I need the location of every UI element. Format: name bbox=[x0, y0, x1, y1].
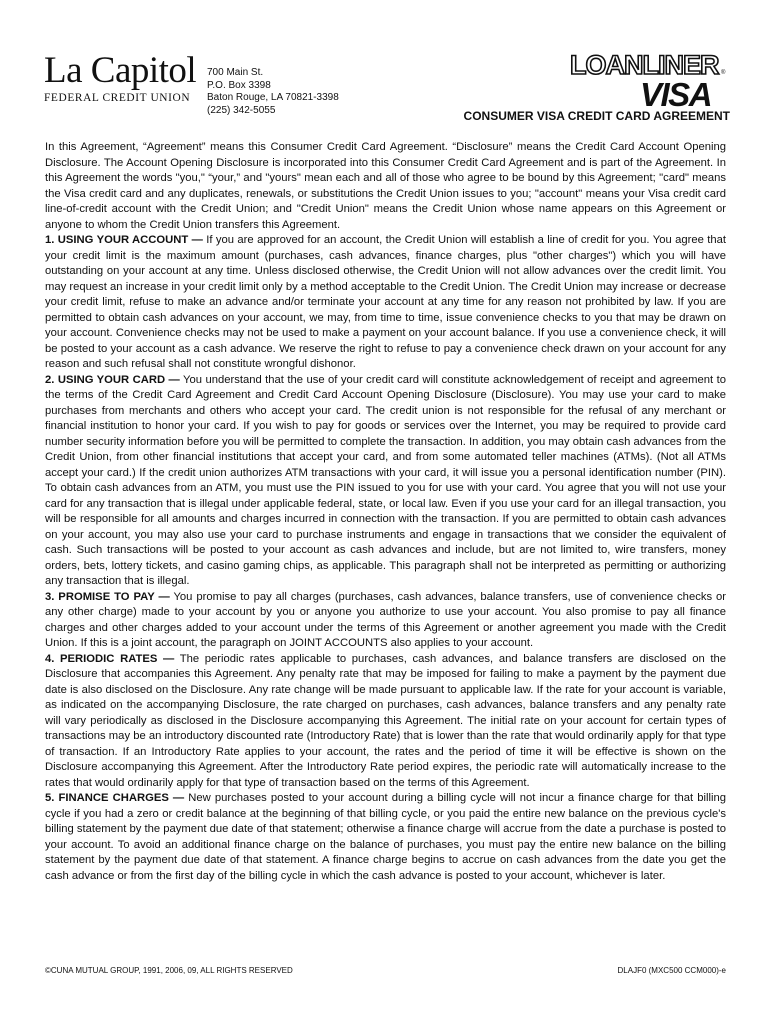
section-using-your-card bbox=[45, 373, 726, 590]
logo-name: La Capitol bbox=[44, 50, 197, 91]
address-line-phone: (225) 342-5055 bbox=[207, 104, 276, 116]
credit-union-address bbox=[207, 67, 339, 117]
registered-mark: ® bbox=[721, 70, 726, 76]
form-code-footer: DLAJF0 (MXC500 CCM000)-e bbox=[617, 966, 726, 975]
section-heading: 4. PERIODIC RATES — bbox=[45, 652, 175, 665]
section-text: You promise to pay all charges (purchases, cash advances, balance transfers, use of convenience checks or any other charge) made to your account by you or anyone you authorize to use your account. You also promise to pay all finance charges and other charges added to your account under the terms of this Agreement or another agreement you made with the Credit Union. If this is a joint account, the paragraph on JOINT ACCOUNTS also applies to your account. bbox=[45, 590, 727, 649]
section-heading: 5. FINANCE CHARGES — bbox=[45, 792, 185, 804]
section-heading: 3. PROMISE TO PAY — bbox=[45, 590, 170, 603]
credit-union-logo bbox=[44, 52, 202, 104]
loanliner-visa-logo bbox=[570, 50, 730, 113]
agreement-body bbox=[45, 140, 726, 884]
section-heading: 1. USING YOUR ACCOUNT — bbox=[45, 234, 203, 246]
intro-paragraph: In this Agreement, “Agreement” means this Consumer Credit Card Agreement. “Disclosure” means the Credit Card Account Opening Disclosure. The Account Opening Disclosure is incorporated into this Consumer Credit Card Agreement and is part of the Agreement. In this Agreement the words "you," “your,” and "yours" mean each and all of those who agree to be bound by this Agreement; "card" means the Visa credit card and any duplicates, renewals, or substitutions the Credit Union issues to you; "account" means your Visa credit card line-of-credit account with the Credit Union; and "Credit Union" means the Credit Union whose name appears on this Agreement or anyone to whom the Credit Union transfers this Agreement. bbox=[45, 141, 726, 231]
logo-subtitle: FEDERAL CREDIT UNION bbox=[44, 92, 191, 104]
section-text: New purchases posted to your account during a billing cycle will not incur a finance charge for that billing cycle if you had a zero or credit balance at the beginning of that billing cycle, or you paid the entire new balance on the previous cycle's billing statement by the payment due date of that statement; otherwise a finance charge will accrue from the date a purchase is posted to your account. To avoid an additional finance charge on the balance of purchases, you must pay the entire new balance on the billing statement by the payment due date of that statement. A finance charge begins to accrue on cash advances from the date you get the cash advance or from the first day of the billing cycle in which the cash advance is posted to your account, whichever is later. bbox=[45, 792, 726, 882]
visa-wordmark: VISA bbox=[640, 76, 712, 113]
section-heading: 2. USING YOUR CARD — bbox=[45, 373, 180, 386]
document-title: CONSUMER VISA CREDIT CARD AGREEMENT bbox=[463, 109, 730, 123]
section-using-your-account bbox=[45, 233, 726, 373]
section-text: If you are approved for an account, the Credit Union will establish a line of credit for you. You agree that your credit limit is the maximum amount (purchases, cash advances, finance charges, plus "other charges") which you will have outstanding on your account at any time. Unless disclosed otherwise, the Credit Union will not allow advances over the credit limit. You may request an increase in your credit limit only by a method acceptable to the Credit Union. The Credit Union may increase or decrease your credit limit, refuse to make an advance and/or terminate your account at any time for any reason not prohibited by law. If you are permitted to obtain cash advances on your account, we may, from time to time, issue convenience checks to you that may be drawn on your account. Convenience checks may not be used to make a payment on your account balance. If you use a convenience check, it will be posted to your account as a cash advance. We reserve the right to refuse to pay a convenience check drawn on your account for any reason and such refusal shall not constitute wrongful dishonor. bbox=[45, 234, 727, 370]
section-finance-charges bbox=[45, 791, 726, 884]
section-text: You understand that the use of your credit card will constitute acknowledgement of receipt and agreement to the terms of the Credit Card Agreement and Credit Card Account Opening Disclosure (Disclosure). You may use your card to make purchases from merchants and others who accept your card. The credit union is not responsible for the refusal of any merchant or financial institution to honor your card. If you wish to pay for goods or services over the Internet, you may be required to provide card number security information before you will be permitted to complete the transaction. In addition, you may obtain cash advances from the Credit Union, from other financial institutions that accept your card, and from some automated teller machines (ATMs). (Not all ATMs accept your card.) If the credit union authorizes ATM transactions with your card, it will issue you a personal identification number (PIN). To obtain cash advances from an ATM, you must use the PIN issued to you for use with your card. You agree that you will not use your card for any transaction that is illegal under applicable federal, state, or local law. Even if you use your card for an illegal transaction, you will be responsible for all amounts and charges incurred in connection with the transaction. If you are permitted to obtain cash advances on your account, you may also use your card to purchase instruments and engage in transactions that we consider the equivalent of cash. Such transactions will be posted to your account as cash advances and include, but are not limited to, wire transfers, money orders, bets, lottery tickets, and casino gaming chips, as applicable. This paragraph shall not be interpreted as permitting or authorizing any transaction that is illegal. bbox=[45, 373, 726, 587]
loanliner-wordmark: LOANLINER bbox=[570, 50, 719, 80]
copyright-footer: ©CUNA MUTUAL GROUP, 1991, 2006, 09, ALL RIGHTS RESERVED bbox=[45, 966, 293, 975]
section-periodic-rates bbox=[45, 652, 726, 792]
address-line-pobox: P.O. Box 3398 bbox=[207, 79, 271, 91]
section-promise-to-pay bbox=[45, 590, 726, 652]
address-line-city: Baton Rouge, LA 70821-3398 bbox=[207, 92, 339, 103]
address-line-street: 700 Main St. bbox=[207, 67, 264, 78]
section-text: The periodic rates applicable to purchases, cash advances, and balance transfers are disclosed on the Disclosure that accompanies this Agreement. Any penalty rate that may be imposed for failing to make a payment by the payment due date is also disclosed on the Disclosure. Any rate change will be made pursuant to applicable law. If the rate for your account is variable, as indicated on the accompanying Disclosure, the rate charged on purchases, cash advances, balance transfers and any penalty rate will vary periodically as disclosed in the Disclosure accompanying this Agreement. The initial rate on your account for certain types of transactions may be an introductory discounted rate (Introductory Rate) that is lower than the rate that would ordinarily apply for that type of transaction. If an Introductory Rate applies to your account, the rates and the period of time it will be effective is shown on the Disclosure accompanying this Agreement. After the Introductory Rate period expires, the periodic rate will automatically increase to the rates that would ordinarily apply for that type of transaction based on the terms of this Agreement. bbox=[45, 652, 726, 789]
